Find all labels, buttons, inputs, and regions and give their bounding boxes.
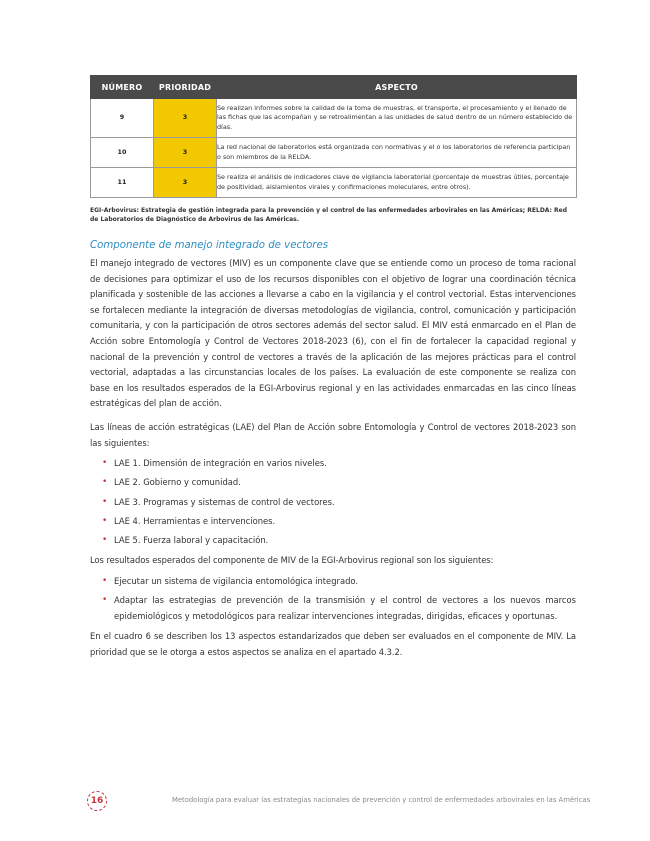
row-priority: 3 xyxy=(154,138,217,168)
table-row xyxy=(91,138,577,168)
page-content xyxy=(90,75,576,661)
table-row xyxy=(91,168,577,198)
paragraph-lae-intro: Las líneas de acción estratégicas (LAE) del Plan de Acción sobre Entomología y Control de vectores 2018-2023 son las siguientes: xyxy=(90,421,576,448)
header-numero: NÚMERO xyxy=(91,76,154,99)
row-aspect: La red nacional de laboratorios está organizada con normativas y el o los laboratorios de referencia participan o son miembros de la RELDA. xyxy=(217,138,577,168)
table-header-row xyxy=(91,76,577,99)
table-note: EGI-Arbovirus: Estrategia de gestión integrada para la prevención y el control de las enfermedades arbovirales en las Américas; RELDA: Red de Laboratorios de Diagnóstico de Arbovirus de las Américas. xyxy=(90,207,568,223)
lae-list xyxy=(90,456,576,548)
row-priority: 3 xyxy=(154,99,217,138)
list-item: • Adaptar las estrategias de prevención de la transmisión y el control de vectores a los nuevos marcos epidemiológicos y metodológicos para realizar intervenciones integradas, dirigidas, eficaces y oportunas. xyxy=(102,595,576,621)
list-item: • LAE 1. Dimensión de integración en varios niveles. xyxy=(102,456,576,472)
bullet-icon: • xyxy=(102,458,108,469)
row-aspect: Se realiza el análisis de indicadores clave de vigilancia laboratorial (porcentaje de muestras útiles, porcentaje de positividad, aislamientos virales y confirmaciones moleculares, entre otros). xyxy=(217,168,577,198)
table-row xyxy=(91,99,577,138)
list-item: • Ejecutar un sistema de vigilancia entomológica integrado. xyxy=(102,574,576,590)
list-item: • LAE 2. Gobierno y comunidad. xyxy=(102,475,576,491)
header-aspecto: ASPECTO xyxy=(217,76,577,99)
bullet-icon: • xyxy=(102,534,108,545)
paragraph-cuadro-6: En el cuadro 6 se describen los 13 aspectos estandarizados que deben ser evaluados en el componente de MIV. La prioridad que se le otorga a estos aspectos se analiza en el apartado 4.3.2. xyxy=(90,631,576,658)
row-priority: 3 xyxy=(154,168,217,198)
list-item: • LAE 4. Herramientas e intervenciones. xyxy=(102,514,576,530)
paragraph-miv-intro: El manejo integrado de vectores (MIV) es un componente clave que se entiende como un proceso de toma racional de decisiones para optimizar el uso de los recursos disponibles con el objetivo de lograr una coordinación técnica planificada y sostenible de las acciones a llevarse a cabo en la vigilancia y el control vectorial. Estas intervenciones se fortalecen mediante la integración de diversas metodologías de vigilancia, control, comunicación y participación comunitaria, y con la participación de otros sectores además del sector salud. El MIV está enmarcado en el Plan de Acción sobre Entomología y Control de Vectores 2018-2023 (6), con el fin de fortalecer la capacidad regional y nacional de la prevención y control de vectores a través de la aplicación de las mejores prácticas para el control vectorial, adaptadas a las circunstancias locales de los países. La evaluación de este componente se realiza con base en los resultados esperados de la EGI-Arbovirus regional y en las actividades enmarcadas en las cinco líneas estratégicas del plan de acción. xyxy=(90,258,576,409)
row-number: 10 xyxy=(91,138,154,168)
results-list xyxy=(90,574,576,624)
bullet-icon: • xyxy=(102,515,108,526)
list-item: • LAE 5. Fuerza laboral y capacitación. xyxy=(102,533,576,549)
bullet-icon: • xyxy=(102,477,108,488)
bullet-icon: • xyxy=(102,576,108,587)
row-number: 11 xyxy=(91,168,154,198)
page-number-badge: 16 xyxy=(87,791,107,811)
bullet-icon: • xyxy=(102,595,108,606)
bullet-icon: • xyxy=(102,496,108,507)
paragraph-results-intro: Los resultados esperados del componente de MIV de la EGI-Arbovirus regional son los siguientes: xyxy=(90,555,494,566)
row-number: 9 xyxy=(91,99,154,138)
row-aspect: Se realizan informes sobre la calidad de la toma de muestras, el transporte, el procesamiento y el llenado de las fichas que las acompañan y se retroalimentan a las unidades de salud dentro de un número establecido de días. xyxy=(217,99,577,138)
aspects-table xyxy=(90,75,577,198)
page-footer xyxy=(87,791,591,815)
header-prioridad: PRIORIDAD xyxy=(154,76,217,99)
list-item: • LAE 3. Programas y sistemas de control de vectores. xyxy=(102,495,576,511)
footer-title: Metodología para evaluar las estrategias nacionales de prevención y control de enfermedades arbovirales en las Américas xyxy=(172,796,591,804)
section-title: Componente de manejo integrado de vectores xyxy=(90,240,329,251)
